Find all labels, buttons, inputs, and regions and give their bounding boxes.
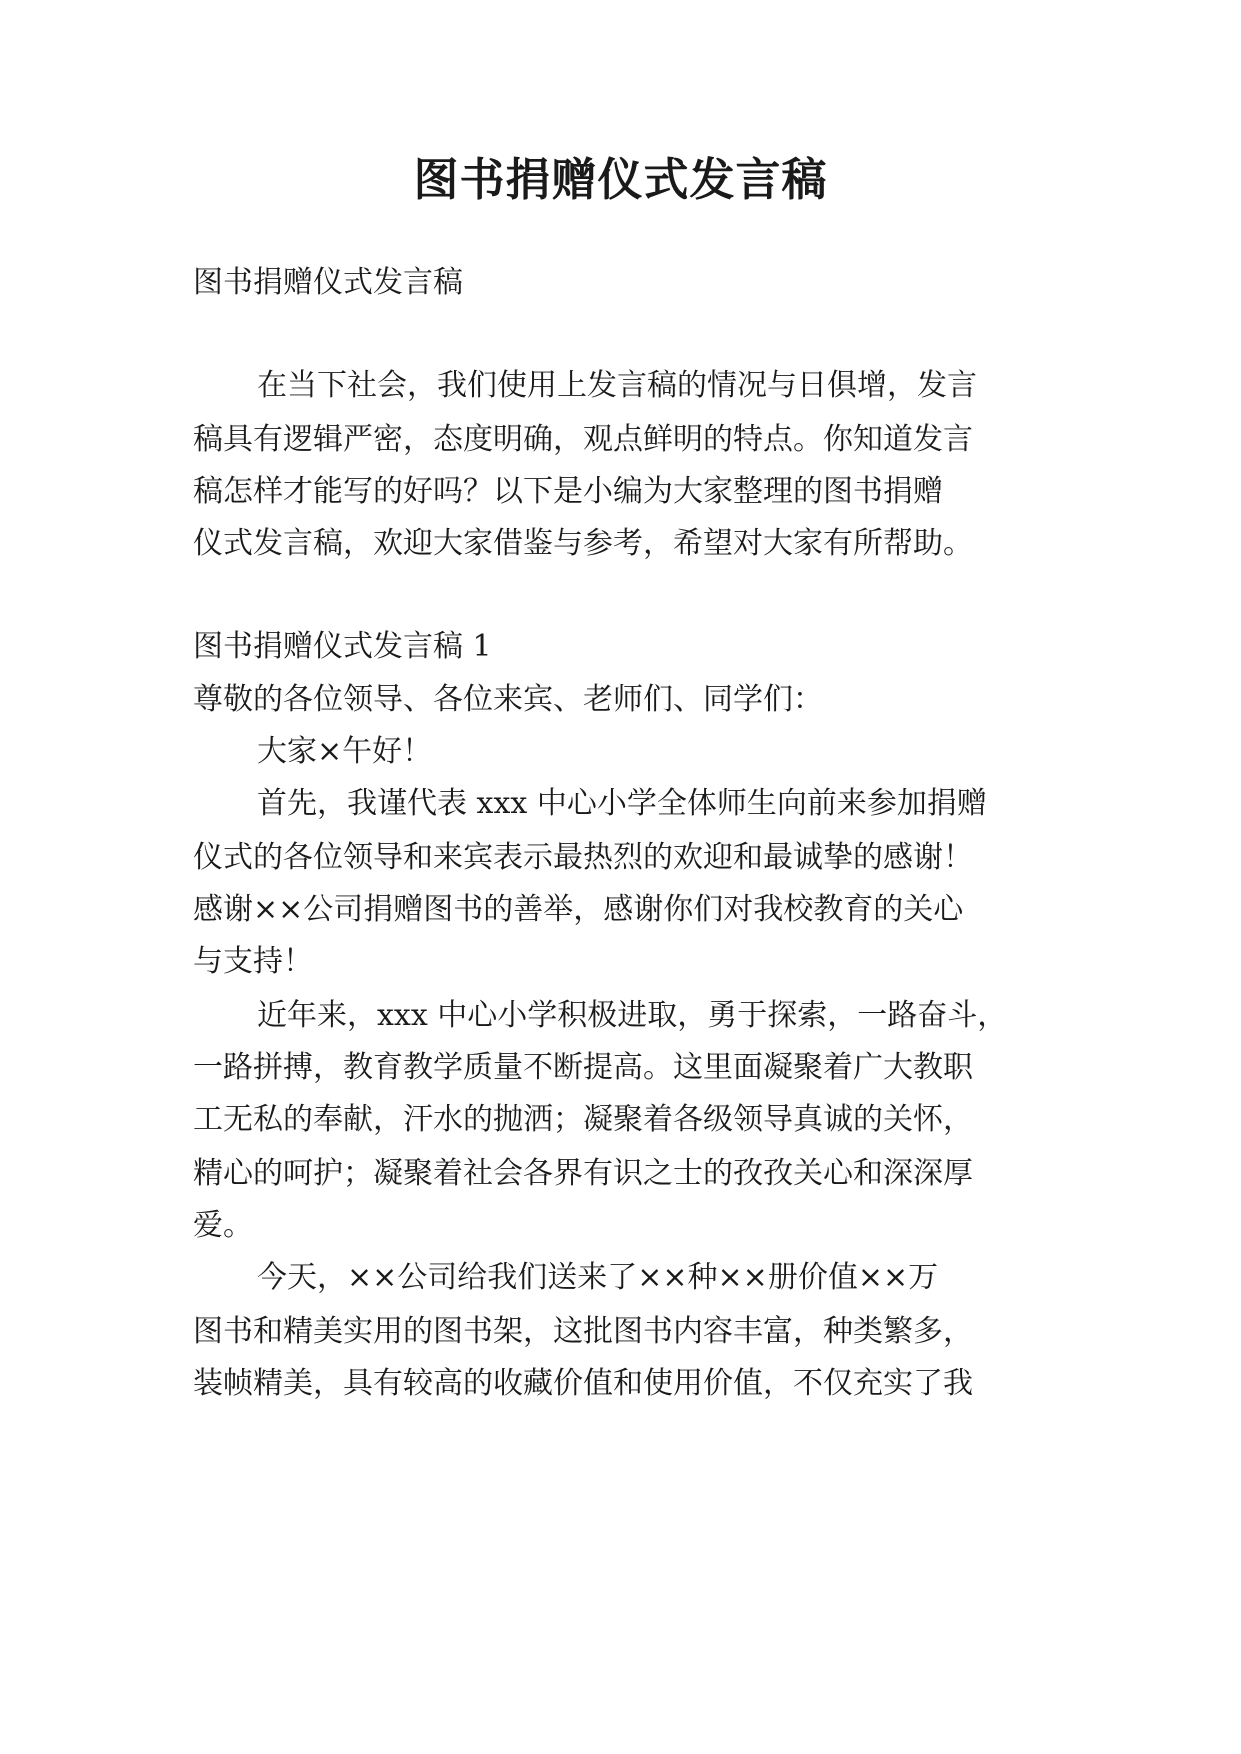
paragraph-line: 工无私的奉献，汗水的抛洒；凝聚着各级领导真诚的关怀， bbox=[193, 1102, 973, 1137]
paragraph-line: 一路拼搏，教育教学质量不断提高。这里面凝聚着广大教职 bbox=[193, 1050, 973, 1085]
greeting: 大家×午好！ bbox=[257, 734, 433, 769]
paragraph-line: 装帧精美，具有较高的收藏价值和使用价值，不仅充实了我 bbox=[193, 1366, 973, 1401]
intro-line: 稿怎样才能写的好吗？以下是小编为大家整理的图书捐赠 bbox=[193, 474, 943, 509]
salutation: 尊敬的各位领导、各位来宾、老师们、同学们： bbox=[193, 682, 823, 717]
document-subtitle: 图书捐赠仪式发言稿 bbox=[193, 265, 463, 300]
paragraph-line: 仪式的各位领导和来宾表示最热烈的欢迎和最诚挚的感谢！ bbox=[193, 840, 973, 875]
intro-line: 在当下社会，我们使用上发言稿的情况与日俱增，发言 bbox=[257, 368, 977, 403]
intro-line: 稿具有逻辑严密，态度明确，观点鲜明的特点。你知道发言 bbox=[193, 422, 973, 457]
paragraph-line: 今天，××公司给我们送来了××种××册价值××万 bbox=[257, 1260, 939, 1295]
paragraph-line: 近年来，xxx 中心小学积极进取，勇于探索，一路奋斗， bbox=[257, 998, 1008, 1033]
document-title: 图书捐赠仪式发言稿 bbox=[413, 153, 828, 206]
paragraph-line: 图书和精美实用的图书架，这批图书内容丰富，种类繁多， bbox=[193, 1314, 973, 1349]
intro-line: 仪式发言稿，欢迎大家借鉴与参考，希望对大家有所帮助。 bbox=[193, 526, 973, 561]
paragraph-line: 精心的呵护；凝聚着社会各界有识之士的孜孜关心和深深厚 bbox=[193, 1156, 973, 1191]
paragraph-line: 与支持！ bbox=[193, 944, 313, 979]
paragraph-line: 首先，我谨代表 xxx 中心小学全体师生向前来参加捐赠 bbox=[257, 786, 987, 821]
paragraph-line: 爱。 bbox=[193, 1208, 253, 1243]
paragraph-line: 感谢××公司捐赠图书的善举，感谢你们对我校教育的关心 bbox=[193, 892, 964, 927]
section-heading: 图书捐赠仪式发言稿 1 bbox=[193, 629, 492, 664]
